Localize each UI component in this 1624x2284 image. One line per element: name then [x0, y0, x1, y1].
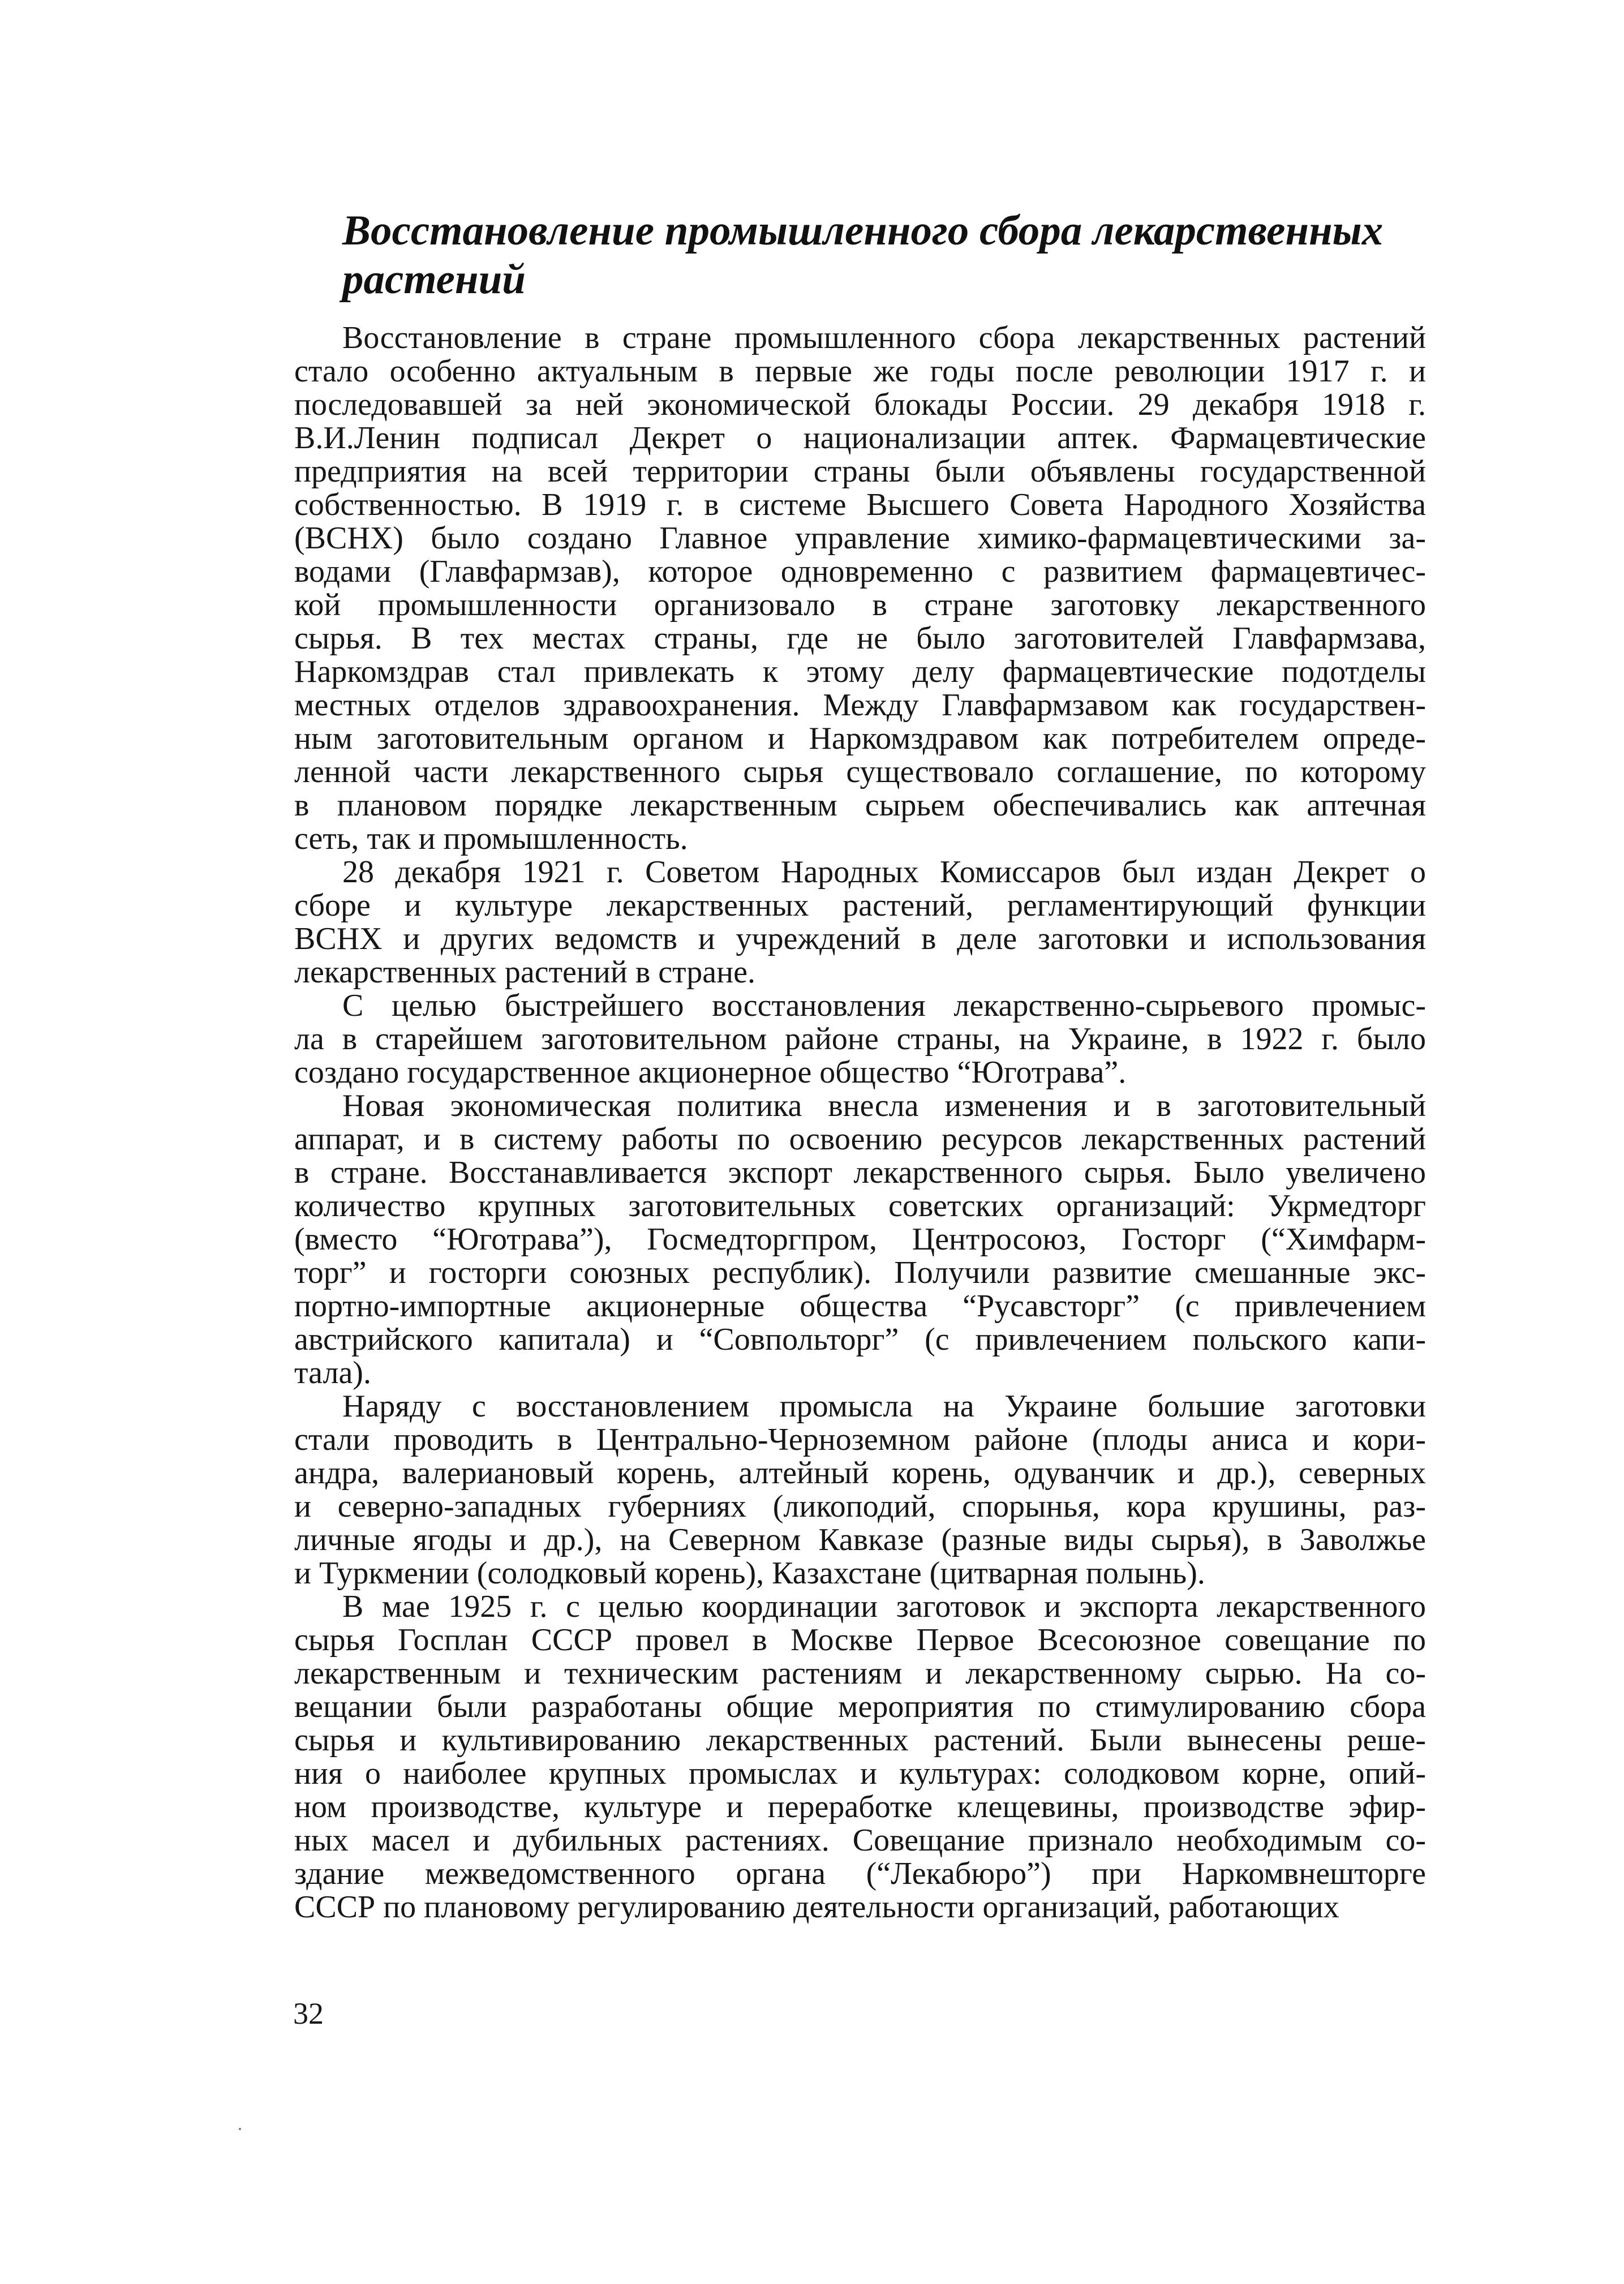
text-line: ла в старейшем заготовительном районе страны, на Украине, в 1922 г. было — [294, 1021, 1426, 1057]
text-line: аппарат, и в систему работы по освоению ресурсов лекарственных растений — [294, 1122, 1426, 1157]
text-line: количество крупных заготовительных советских организаций: Укрмедторг — [294, 1188, 1426, 1223]
heading-line: растений — [342, 256, 526, 303]
text-line: Наркомздрав стал привлекать к этому делу фармацевтические подотделы — [294, 654, 1426, 689]
text-line: портно-импортные акционерные общества “Русавсторг” (с привлечением — [294, 1289, 1426, 1324]
text-line: (вместо “Юготрава”), Госмедторгпром, Центросоюз, Госторг (“Химфарм- — [294, 1222, 1426, 1257]
text-line: ния о наиболее крупных промыслах и культурах: солодковом корне, опий- — [294, 1756, 1426, 1791]
body-text — [294, 321, 1426, 1924]
text-line: сырья Госплан СССР провел в Москве Первое Всесоюзное совещание по — [294, 1622, 1426, 1658]
text-line: кой промышленности организовало в стране заготовку лекарственного — [294, 587, 1426, 622]
text-line: и северно-западных губерниях (ликоподий, спорынья, кора крушины, раз- — [294, 1489, 1426, 1524]
text-line: Новая экономическая политика внесла изменения и в заготовительный — [342, 1088, 1426, 1123]
text-line: здание межведомственного органа (“Лекабюро”) при Наркомвнешторге — [294, 1856, 1426, 1891]
text-line: тала). — [294, 1355, 371, 1390]
text-line: вещании были разработаны общие мероприятия по стимулированию сбора — [294, 1689, 1426, 1724]
text-line: местных отделов здравоохранения. Между Главфармзавом как государствен- — [294, 688, 1426, 723]
text-line: ном производстве, культуре и переработке клещевины, производстве эфир- — [294, 1789, 1426, 1824]
text-line: стало особенно актуальным в первые же годы после революции 1917 г. и — [294, 354, 1426, 389]
paragraph — [294, 1089, 1426, 1390]
text-line: водами (Главфармзав), которое одновременно с развитием фармацевтичес- — [294, 554, 1426, 589]
heading-line: Восстановление промышленного сбора лекарственных — [342, 207, 1384, 254]
text-line: ВСНХ и других ведомств и учреждений в деле заготовки и использования — [294, 921, 1426, 956]
text-line: Наряду с восстановлением промысла на Украине большие заготовки — [342, 1389, 1426, 1424]
text-line: в стране. Восстанавливается экспорт лекарственного сырья. Было увеличено — [294, 1155, 1426, 1190]
text-line: торг” и госторги союзных республик). Получили развитие смешанные экс- — [294, 1255, 1426, 1290]
text-line: Восстановление в стране промышленного сбора лекарственных растений — [342, 320, 1426, 355]
text-line: лекарственных растений в стране. — [294, 955, 755, 990]
paragraph — [294, 856, 1426, 989]
text-line: 28 декабря 1921 г. Советом Народных Комиссаров был издан Декрет о — [342, 855, 1426, 890]
text-line: СССР по плановому регулированию деятельности организаций, работающих — [294, 1890, 1339, 1925]
paragraph — [294, 1590, 1426, 1924]
text-line: и Туркмении (солодковый корень), Казахстане (цитварная полынь). — [294, 1556, 1205, 1591]
text-line: андра, валериановый корень, алтейный корень, одуванчик и др.), северных — [294, 1456, 1426, 1491]
text-line: В.И.Ленин подписал Декрет о национализации аптек. Фармацевтические — [294, 420, 1426, 456]
page-number: 32 — [293, 1997, 324, 2030]
paragraph — [294, 989, 1426, 1089]
text-line: ным заготовительным органом и Наркомздравом как потребителем опреде- — [294, 721, 1426, 756]
section-heading — [342, 207, 1474, 304]
paragraph — [294, 321, 1426, 856]
text-line: ленной части лекарственного сырья существовало соглашение, по которому — [294, 754, 1426, 789]
text-line: стали проводить в Центрально-Черноземном районе (плоды аниса и кори- — [294, 1422, 1426, 1457]
text-line: личные ягоды и др.), на Северном Кавказе (разные виды сырья), в Заволжье — [294, 1522, 1426, 1557]
text-line: сборе и культуре лекарственных растений, регламентирующий функции — [294, 888, 1426, 923]
text-line: австрийского капитала) и “Совпольторг” (с привлечением польского капи- — [294, 1322, 1426, 1357]
text-line: лекарственным и техническим растениям и лекарственному сырью. На со- — [294, 1656, 1426, 1691]
paragraph — [294, 1390, 1426, 1590]
text-line: в плановом порядке лекарственным сырьем обеспечивались как аптечная — [294, 788, 1426, 823]
text-line: создано государственное акционерное общество “Юготрава”. — [294, 1055, 1127, 1090]
text-line: В мае 1925 г. с целью координации заготовок и экспорта лекарственного — [342, 1589, 1426, 1624]
text-line: ных масел и дубильных растениях. Совещание признало необходимым со- — [294, 1823, 1426, 1858]
text-line: последовавшей за ней экономической блокады России. 29 декабря 1918 г. — [294, 387, 1426, 422]
text-line: сырья. В тех местах страны, где не было заготовителей Главфармзава, — [294, 621, 1426, 656]
text-line: (ВСНХ) было создано Главное управление химико-фармацевтическими за- — [294, 521, 1426, 556]
text-line: сеть, так и промышленность. — [294, 821, 688, 856]
text-line: С целью быстрейшего восстановления лекарственно-сырьевого промыс- — [342, 988, 1426, 1023]
text-line: собственностью. В 1919 г. в системе Высшего Совета Народного Хозяйства — [294, 487, 1426, 522]
scan-speck — [239, 2128, 241, 2130]
text-line: предприятия на всей территории страны были объявлены государственной — [294, 454, 1426, 489]
text-line: сырья и культивированию лекарственных растений. Были вынесены реше- — [294, 1723, 1426, 1758]
